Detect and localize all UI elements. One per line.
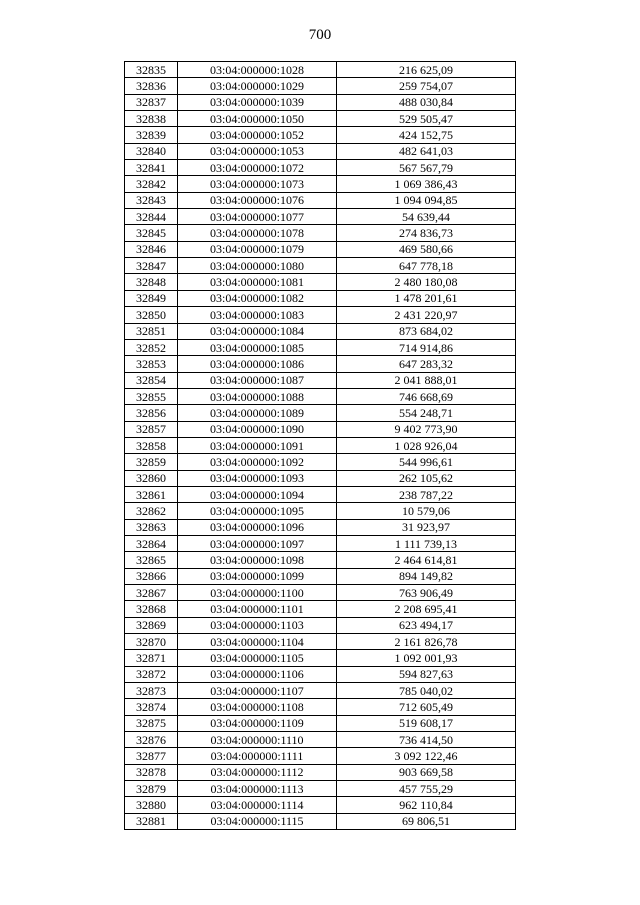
cadastral-value-cell: 457 755,29 xyxy=(337,781,516,797)
cadastral-number-cell: 03:04:000000:1076 xyxy=(178,192,337,208)
row-number-cell: 32871 xyxy=(125,650,178,666)
row-number-cell: 32838 xyxy=(125,111,178,127)
cadastral-value-table xyxy=(124,61,516,830)
cadastral-number-cell: 03:04:000000:1039 xyxy=(178,94,337,110)
cadastral-number-cell: 03:04:000000:1097 xyxy=(178,535,337,551)
row-number-cell: 32848 xyxy=(125,274,178,290)
table-row xyxy=(125,781,516,797)
table-row xyxy=(125,176,516,192)
cadastral-value-cell: 10 579,06 xyxy=(337,503,516,519)
row-number-cell: 32852 xyxy=(125,339,178,355)
cadastral-number-cell: 03:04:000000:1100 xyxy=(178,585,337,601)
cadastral-value-cell: 482 641,03 xyxy=(337,143,516,159)
cadastral-value-cell: 594 827,63 xyxy=(337,666,516,682)
cadastral-number-cell: 03:04:000000:1028 xyxy=(178,62,337,78)
table-row xyxy=(125,78,516,94)
row-number-cell: 32866 xyxy=(125,568,178,584)
table-row xyxy=(125,258,516,274)
cadastral-number-cell: 03:04:000000:1073 xyxy=(178,176,337,192)
table-row xyxy=(125,552,516,568)
table-row xyxy=(125,601,516,617)
table-row xyxy=(125,732,516,748)
cadastral-number-cell: 03:04:000000:1090 xyxy=(178,421,337,437)
row-number-cell: 32867 xyxy=(125,585,178,601)
cadastral-value-cell: 2 464 614,81 xyxy=(337,552,516,568)
row-number-cell: 32839 xyxy=(125,127,178,143)
cadastral-number-cell: 03:04:000000:1050 xyxy=(178,111,337,127)
table-row xyxy=(125,813,516,829)
table-row xyxy=(125,405,516,421)
row-number-cell: 32875 xyxy=(125,715,178,731)
cadastral-value-cell: 1 028 926,04 xyxy=(337,437,516,453)
table-row xyxy=(125,372,516,388)
cadastral-value-cell: 529 505,47 xyxy=(337,111,516,127)
cadastral-number-cell: 03:04:000000:1099 xyxy=(178,568,337,584)
cadastral-value-cell: 647 778,18 xyxy=(337,258,516,274)
cadastral-value-cell: 262 105,62 xyxy=(337,470,516,486)
cadastral-value-cell: 785 040,02 xyxy=(337,683,516,699)
cadastral-number-cell: 03:04:000000:1080 xyxy=(178,258,337,274)
row-number-cell: 32855 xyxy=(125,388,178,404)
table-row xyxy=(125,568,516,584)
cadastral-number-cell: 03:04:000000:1103 xyxy=(178,617,337,633)
row-number-cell: 32840 xyxy=(125,143,178,159)
table-row xyxy=(125,209,516,225)
cadastral-number-cell: 03:04:000000:1095 xyxy=(178,503,337,519)
row-number-cell: 32860 xyxy=(125,470,178,486)
cadastral-number-cell: 03:04:000000:1113 xyxy=(178,781,337,797)
row-number-cell: 32837 xyxy=(125,94,178,110)
cadastral-number-cell: 03:04:000000:1077 xyxy=(178,209,337,225)
cadastral-number-cell: 03:04:000000:1072 xyxy=(178,160,337,176)
cadastral-value-cell: 746 668,69 xyxy=(337,388,516,404)
table-row xyxy=(125,634,516,650)
cadastral-value-cell: 2 480 180,08 xyxy=(337,274,516,290)
row-number-cell: 32862 xyxy=(125,503,178,519)
table-row xyxy=(125,535,516,551)
cadastral-number-cell: 03:04:000000:1085 xyxy=(178,339,337,355)
row-number-cell: 32863 xyxy=(125,519,178,535)
row-number-cell: 32880 xyxy=(125,797,178,813)
cadastral-number-cell: 03:04:000000:1088 xyxy=(178,388,337,404)
cadastral-value-cell: 544 996,61 xyxy=(337,454,516,470)
cadastral-value-cell: 9 402 773,90 xyxy=(337,421,516,437)
cadastral-number-cell: 03:04:000000:1093 xyxy=(178,470,337,486)
cadastral-value-cell: 2 041 888,01 xyxy=(337,372,516,388)
cadastral-value-cell: 259 754,07 xyxy=(337,78,516,94)
cadastral-number-cell: 03:04:000000:1079 xyxy=(178,241,337,257)
row-number-cell: 32876 xyxy=(125,732,178,748)
row-number-cell: 32846 xyxy=(125,241,178,257)
cadastral-number-cell: 03:04:000000:1087 xyxy=(178,372,337,388)
cadastral-value-cell: 736 414,50 xyxy=(337,732,516,748)
row-number-cell: 32878 xyxy=(125,764,178,780)
table-row xyxy=(125,94,516,110)
table-row xyxy=(125,192,516,208)
cadastral-number-cell: 03:04:000000:1115 xyxy=(178,813,337,829)
table-row xyxy=(125,290,516,306)
table-row xyxy=(125,486,516,502)
cadastral-value-cell: 763 906,49 xyxy=(337,585,516,601)
table-row xyxy=(125,715,516,731)
row-number-cell: 32870 xyxy=(125,634,178,650)
cadastral-value-cell: 2 161 826,78 xyxy=(337,634,516,650)
row-number-cell: 32842 xyxy=(125,176,178,192)
cadastral-value-cell: 488 030,84 xyxy=(337,94,516,110)
table-row xyxy=(125,274,516,290)
row-number-cell: 32873 xyxy=(125,683,178,699)
table-row xyxy=(125,683,516,699)
cadastral-value-cell: 274 836,73 xyxy=(337,225,516,241)
table-row xyxy=(125,241,516,257)
table-row xyxy=(125,307,516,323)
cadastral-number-cell: 03:04:000000:1082 xyxy=(178,290,337,306)
row-number-cell: 32850 xyxy=(125,307,178,323)
row-number-cell: 32849 xyxy=(125,290,178,306)
table-row xyxy=(125,585,516,601)
cadastral-number-cell: 03:04:000000:1094 xyxy=(178,486,337,502)
cadastral-number-cell: 03:04:000000:1109 xyxy=(178,715,337,731)
cadastral-value-cell: 424 152,75 xyxy=(337,127,516,143)
cadastral-number-cell: 03:04:000000:1029 xyxy=(178,78,337,94)
cadastral-number-cell: 03:04:000000:1083 xyxy=(178,307,337,323)
cadastral-number-cell: 03:04:000000:1108 xyxy=(178,699,337,715)
cadastral-value-cell: 623 494,17 xyxy=(337,617,516,633)
cadastral-value-cell: 712 605,49 xyxy=(337,699,516,715)
table-row xyxy=(125,748,516,764)
cadastral-value-cell: 873 684,02 xyxy=(337,323,516,339)
table-row xyxy=(125,797,516,813)
row-number-cell: 32853 xyxy=(125,356,178,372)
row-number-cell: 32836 xyxy=(125,78,178,94)
cadastral-value-cell: 894 149,82 xyxy=(337,568,516,584)
cadastral-value-cell: 469 580,66 xyxy=(337,241,516,257)
row-number-cell: 32841 xyxy=(125,160,178,176)
cadastral-number-cell: 03:04:000000:1078 xyxy=(178,225,337,241)
cadastral-value-cell: 238 787,22 xyxy=(337,486,516,502)
cadastral-value-cell: 2 208 695,41 xyxy=(337,601,516,617)
cadastral-number-cell: 03:04:000000:1098 xyxy=(178,552,337,568)
table-row xyxy=(125,111,516,127)
row-number-cell: 32877 xyxy=(125,748,178,764)
table-row xyxy=(125,323,516,339)
cadastral-number-cell: 03:04:000000:1089 xyxy=(178,405,337,421)
cadastral-value-cell: 3 092 122,46 xyxy=(337,748,516,764)
cadastral-number-cell: 03:04:000000:1091 xyxy=(178,437,337,453)
cadastral-number-cell: 03:04:000000:1107 xyxy=(178,683,337,699)
cadastral-number-cell: 03:04:000000:1110 xyxy=(178,732,337,748)
cadastral-value-cell: 1 094 094,85 xyxy=(337,192,516,208)
row-number-cell: 32872 xyxy=(125,666,178,682)
cadastral-number-cell: 03:04:000000:1086 xyxy=(178,356,337,372)
cadastral-value-cell: 962 110,84 xyxy=(337,797,516,813)
table-row xyxy=(125,356,516,372)
cadastral-number-cell: 03:04:000000:1106 xyxy=(178,666,337,682)
cadastral-number-cell: 03:04:000000:1105 xyxy=(178,650,337,666)
cadastral-number-cell: 03:04:000000:1114 xyxy=(178,797,337,813)
table-row xyxy=(125,437,516,453)
cadastral-value-cell: 31 923,97 xyxy=(337,519,516,535)
cadastral-number-cell: 03:04:000000:1096 xyxy=(178,519,337,535)
row-number-cell: 32835 xyxy=(125,62,178,78)
row-number-cell: 32865 xyxy=(125,552,178,568)
cadastral-number-cell: 03:04:000000:1104 xyxy=(178,634,337,650)
row-number-cell: 32851 xyxy=(125,323,178,339)
row-number-cell: 32845 xyxy=(125,225,178,241)
row-number-cell: 32843 xyxy=(125,192,178,208)
table-row xyxy=(125,470,516,486)
cadastral-value-cell: 216 625,09 xyxy=(337,62,516,78)
page-number: 700 xyxy=(308,27,332,43)
table-body xyxy=(125,62,516,830)
table-row xyxy=(125,127,516,143)
cadastral-value-cell: 554 248,71 xyxy=(337,405,516,421)
cadastral-number-cell: 03:04:000000:1052 xyxy=(178,127,337,143)
cadastral-value-cell: 1 092 001,93 xyxy=(337,650,516,666)
row-number-cell: 32857 xyxy=(125,421,178,437)
row-number-cell: 32854 xyxy=(125,372,178,388)
table-row xyxy=(125,160,516,176)
table-row xyxy=(125,617,516,633)
table-row xyxy=(125,421,516,437)
table-row xyxy=(125,143,516,159)
row-number-cell: 32847 xyxy=(125,258,178,274)
row-number-cell: 32879 xyxy=(125,781,178,797)
row-number-cell: 32868 xyxy=(125,601,178,617)
cadastral-value-cell: 647 283,32 xyxy=(337,356,516,372)
table-row xyxy=(125,454,516,470)
cadastral-number-cell: 03:04:000000:1112 xyxy=(178,764,337,780)
cadastral-value-cell: 1 069 386,43 xyxy=(337,176,516,192)
cadastral-value-cell: 69 806,51 xyxy=(337,813,516,829)
row-number-cell: 32844 xyxy=(125,209,178,225)
cadastral-number-cell: 03:04:000000:1092 xyxy=(178,454,337,470)
table-row xyxy=(125,650,516,666)
table-row xyxy=(125,519,516,535)
row-number-cell: 32864 xyxy=(125,535,178,551)
table-row xyxy=(125,339,516,355)
cadastral-value-cell: 1 478 201,61 xyxy=(337,290,516,306)
cadastral-number-cell: 03:04:000000:1111 xyxy=(178,748,337,764)
row-number-cell: 32881 xyxy=(125,813,178,829)
table-row xyxy=(125,225,516,241)
table-row xyxy=(125,699,516,715)
cadastral-value-cell: 714 914,86 xyxy=(337,339,516,355)
cadastral-value-cell: 567 567,79 xyxy=(337,160,516,176)
cadastral-value-cell: 2 431 220,97 xyxy=(337,307,516,323)
cadastral-number-cell: 03:04:000000:1053 xyxy=(178,143,337,159)
table-row xyxy=(125,666,516,682)
cadastral-value-cell: 519 608,17 xyxy=(337,715,516,731)
table-row xyxy=(125,62,516,78)
cadastral-value-cell: 903 669,58 xyxy=(337,764,516,780)
cadastral-number-cell: 03:04:000000:1084 xyxy=(178,323,337,339)
table-row xyxy=(125,388,516,404)
row-number-cell: 32856 xyxy=(125,405,178,421)
cadastral-number-cell: 03:04:000000:1081 xyxy=(178,274,337,290)
row-number-cell: 32858 xyxy=(125,437,178,453)
row-number-cell: 32869 xyxy=(125,617,178,633)
row-number-cell: 32861 xyxy=(125,486,178,502)
cadastral-number-cell: 03:04:000000:1101 xyxy=(178,601,337,617)
table-row xyxy=(125,764,516,780)
cadastral-value-cell: 54 639,44 xyxy=(337,209,516,225)
row-number-cell: 32874 xyxy=(125,699,178,715)
row-number-cell: 32859 xyxy=(125,454,178,470)
table-row xyxy=(125,503,516,519)
cadastral-value-cell: 1 111 739,13 xyxy=(337,535,516,551)
